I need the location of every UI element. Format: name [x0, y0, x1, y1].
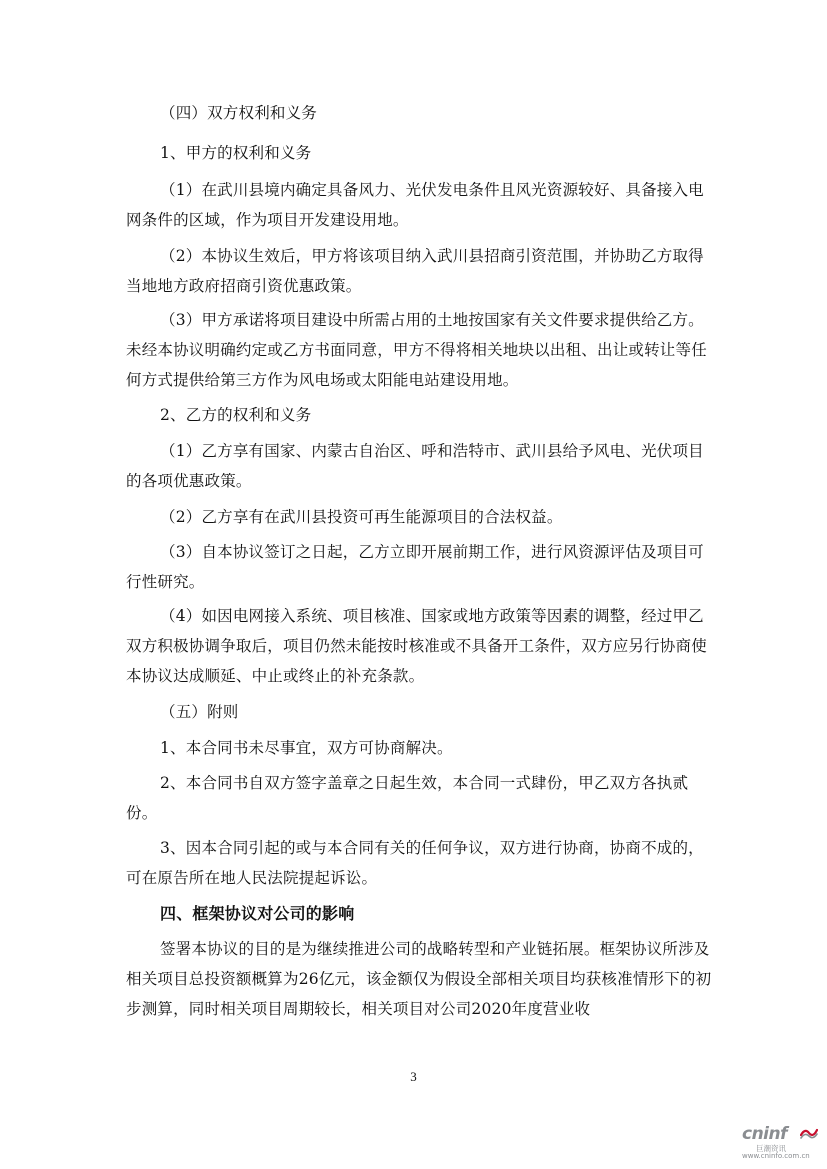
- paragraph-s3: 3、因本合同引起的或与本合同有关的任何争议，双方进行协商，协商不成的，可在原告所在地人民法院提起诉讼。: [126, 839, 704, 887]
- paragraph-a1: （1）在武川县境内确定具备风力、光伏发电条件且风光资源较好、具备接入电网条件的区域，作为项目开发建设用地。: [126, 181, 704, 229]
- wave-icon: [800, 1126, 818, 1140]
- paragraph-a3: （3）甲方承诺将项目建设中所需占用的土地按国家有关文件要求提供给乙方。未经本协议明确约定或乙方书面同意，甲方不得将相关地块以出租、出让或转让等任何方式提供给第三方作为风电场或太阳能电站建设用地。: [126, 311, 707, 389]
- logo-chinese-name: 巨潮资讯: [756, 1144, 786, 1153]
- section-heading-rights: （四）双方权利和义务: [160, 104, 318, 122]
- paragraph-b3: （3）自本协议签订之日起，乙方立即开展前期工作，进行风资源评估及项目可行性研究。: [126, 543, 704, 591]
- section-heading-supplementary: （五）附则: [160, 703, 239, 721]
- paragraph-s1: 1、本合同书未尽事宜，双方可协商解决。: [160, 739, 453, 757]
- logo-url: www.cninfo.com.cn: [742, 1152, 810, 1160]
- page-number: 3: [410, 1069, 417, 1084]
- paragraph-b4: （4）如因电网接入系统、项目核准、国家或地方政策等因素的调整，经过甲乙双方积极协调争取后，项目仍然未能按时核准或不具备开工条件，双方应另行协商使本协议达成顺延、中止或终止的补充条款。: [126, 607, 707, 685]
- paragraph-impact: 签署本协议的目的是为继续推进公司的战略转型和产业链拓展。框架协议所涉及相关项目总投资额概算为26亿元，该金额仅为假设全部相关项目均获核准情形下的初步测算，同时相关项目周期较长，相关项目对公司2020年度营业收: [126, 940, 712, 1018]
- paragraph-a2: （2）本协议生效后，甲方将该项目纳入武川县招商引资范围，并协助乙方取得当地地方政府招商引资优惠政策。: [126, 247, 704, 295]
- logo-wordmark: cninf: [742, 1124, 788, 1144]
- subheading-party-a: 1、甲方的权利和义务: [160, 144, 312, 162]
- paragraph-s2: 2、本合同书自双方签字盖章之日起生效，本合同一式肆份，甲乙双方各执贰份。: [126, 774, 689, 822]
- subheading-party-b: 2、乙方的权利和义务: [160, 406, 312, 424]
- paragraph-b2: （2）乙方享有在武川县投资可再生能源项目的合法权益。: [160, 508, 563, 526]
- cninf-logo: [742, 1124, 822, 1162]
- section-heading-impact: 四、框架协议对公司的影响: [160, 904, 355, 923]
- paragraph-b1: （1）乙方享有国家、内蒙古自治区、呼和浩特市、武川县给予风电、光伏项目的各项优惠政策。: [126, 442, 704, 490]
